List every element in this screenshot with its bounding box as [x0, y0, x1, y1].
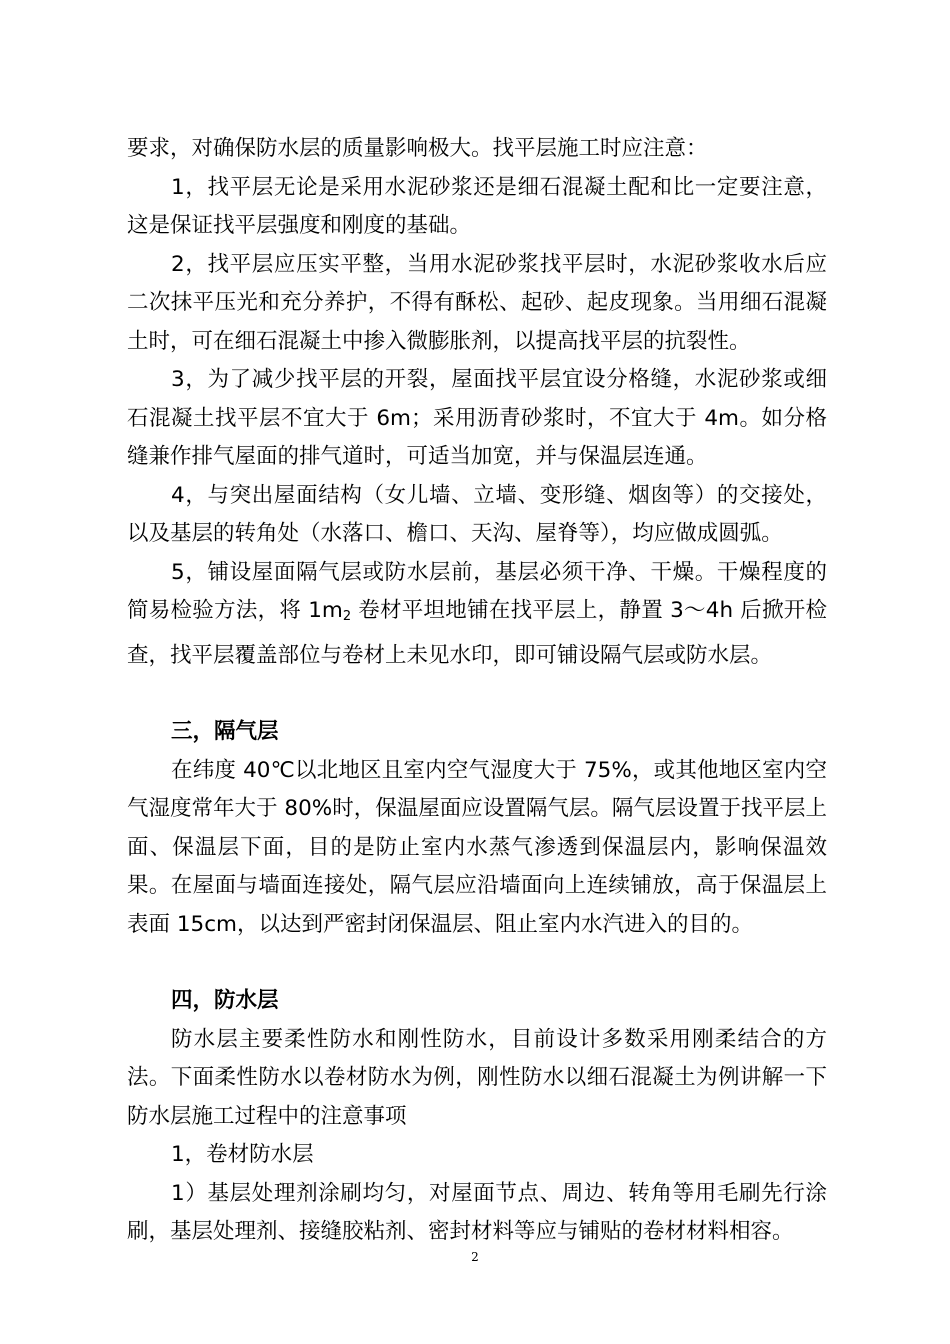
section-heading-vapor-barrier: 三，隔气层 [171, 719, 279, 744]
paragraph-intro: 要求，对确保防水层的质量影响极大。找平层施工时应注意： [127, 136, 708, 161]
paragraph-item-3: 3，为了减少找平层的开裂，屋面找平层宜设分格缝，水泥砂浆或细石混凝土找平层不宜大于 6m；采用沥青砂浆时，不宜大于 4m。如分格缝兼作排气屋面的排气道时，可适当加宽，并与保温层连通。 [127, 367, 827, 469]
item5-text-before: 5，铺设屋面隔气层或防水层前，基层必须干净、干燥。干燥程度的简易检验方法，将 1m [127, 559, 827, 623]
section-heading-waterproof-layer: 四，防水层 [171, 988, 279, 1013]
page-number: 2 [471, 1250, 479, 1264]
paragraph-waterproof-intro: 防水层主要柔性防水和刚性防水，目前设计多数采用刚柔结合的方法。下面柔性防水以卷材防水为例，刚性防水以细石混凝土为例讲解一下防水层施工过程中的注意事项 [127, 1026, 827, 1129]
paragraph-item-4: 4，与突出屋面结构（女儿墙、立墙、变形缝、烟囱等）的交接处，以及基层的转角处（水落口、檐口、天沟、屋脊等），均应做成圆弧。 [127, 482, 827, 546]
section-gap [127, 944, 827, 982]
document-body [127, 130, 827, 1252]
paragraph-item-5 [127, 554, 827, 676]
item5-text-after: 卷材平坦地铺在找平层上，静置 3～4h 后掀开检查，找平层覆盖部位与卷材上未见水印，即可铺设隔气层或防水层。 [127, 598, 827, 668]
item5-subscript: 2 [342, 609, 352, 624]
paragraph-membrane-title: 1，卷材防水层 [171, 1142, 314, 1167]
paragraph-item-2: 2，找平层应压实平整，当用水泥砂浆找平层时，水泥砂浆收水后应二次抹平压光和充分养护，不得有酥松、起砂、起皮现象。当用细石混凝土时，可在细石混凝土中掺入微膨胀剂，以提高找平层的抗裂性。 [127, 251, 827, 354]
section-gap [127, 675, 827, 713]
paragraph-vapor-barrier: 在纬度 40℃以北地区且室内空气湿度大于 75%，或其他地区室内空气湿度常年大于 80%时，保温屋面应设置隔气层。隔气层设置于找平层上面、保温层下面，目的是防止室内水蒸气渗透到保温层内，影响保温效果。在屋面与墙面连接处，隔气层应沿墙面向上连续铺放，高于保温层上表面 15cm，以达到严密封闭保温层、阻止室内水汽进入的目的。 [127, 757, 827, 937]
paragraph-item-1: 1，找平层无论是采用水泥砂浆还是细石混凝土配和比一定要注意，这是保证找平层强度和刚度的基础。 [127, 174, 827, 238]
paragraph-membrane-item-1: 1）基层处理剂涂刷均匀，对屋面节点、周边、转角等用毛刷先行涂刷，基层处理剂、接缝胶粘剂、密封材料等应与铺贴的卷材材料相容。 [127, 1180, 827, 1244]
